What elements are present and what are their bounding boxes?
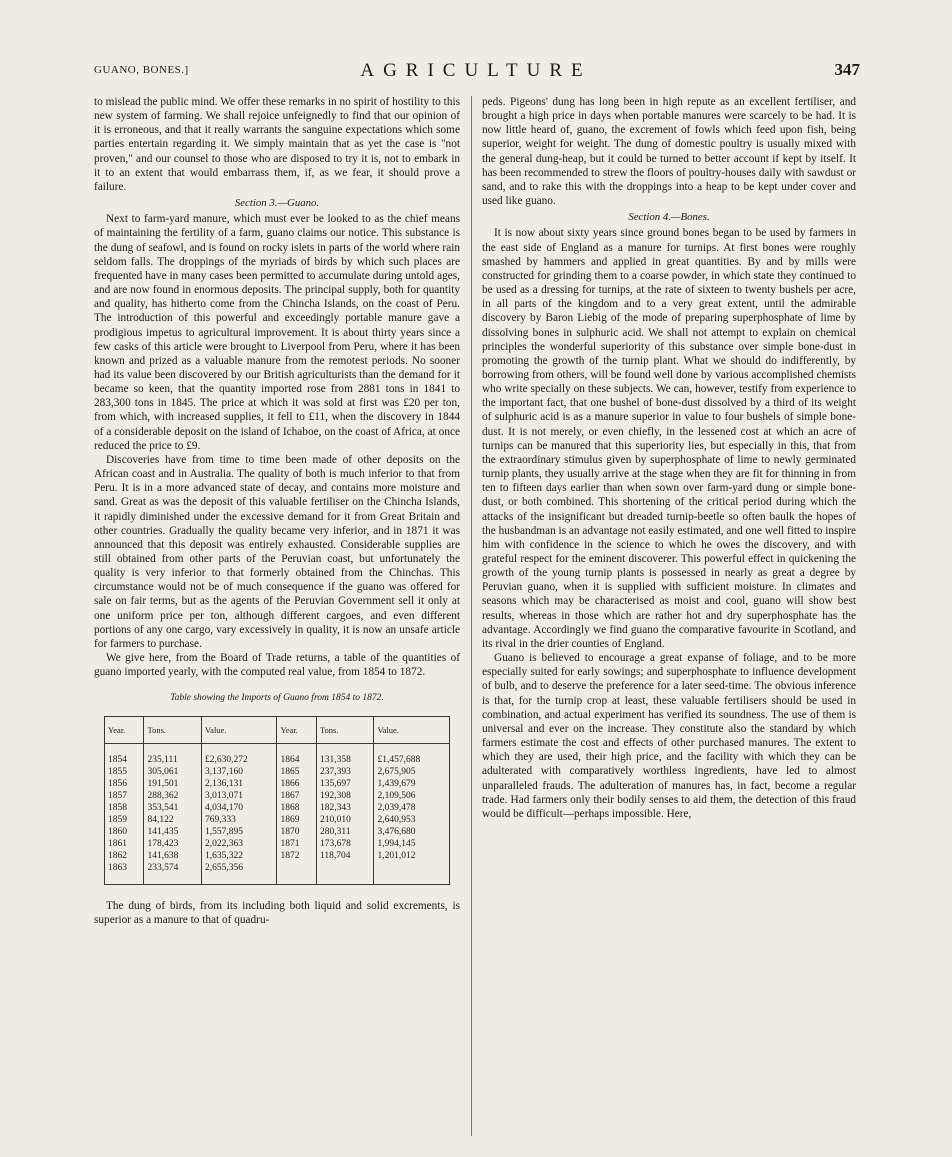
table-row: [105, 826, 450, 838]
table-body: [105, 743, 450, 884]
table-cell: 280,311: [316, 826, 374, 838]
table-row: [105, 838, 450, 850]
table-cell: [277, 862, 316, 885]
table-cell: 1855: [105, 766, 144, 778]
table-cell: 3,476,680: [374, 826, 450, 838]
table-cell: 1861: [105, 838, 144, 850]
table-cell: [374, 862, 450, 885]
table-cell: 1,635,322: [201, 850, 277, 862]
table-cell: 769,333: [201, 814, 277, 826]
left-column: [94, 95, 460, 927]
table-header-row: [105, 716, 450, 743]
table-cell: 1869: [277, 814, 316, 826]
table-cell: 141,638: [144, 850, 202, 862]
table-cell: 1,557,895: [201, 826, 277, 838]
table-cell: 1854: [105, 743, 144, 766]
table-cell: 2,109,506: [374, 790, 450, 802]
column-header: Value.: [201, 716, 277, 743]
table-cell: 135,697: [316, 778, 374, 790]
paragraph: Next to farm-yard manure, which must ever be looked to as the chief means of maintaining the fertility of a farm, guano claims our notice. This substance is the dung of seafowl, and is found on rocky islets in parts of the world where rain seldom falls. The droppings of the myriads of birds by which such places are frequented have in many cases been permitted to accumulate during untold ages, and are now found in enormous deposits. The principal supply, both for quantity and quality, has hitherto come from the Chincha Islands, on the coast of Peru. The introduction of this powerful and exceedingly portable manure gave a prodigious impetus to agricultural improvement. It is about thirty years since a few casks of this article were brought to Liverpool from Peru, where it has been known and prized as a valuable manure from the remotest periods. No sooner had its value been discovered by our British agriculturists than the demand for it became so keen, that the quantity imported rose from 2881 tons in 1841 to 283,300 tons in 1845. The price at which it was sold at first was £20 per ton, from which, with increased supplies, it fell to £11, when the discovery in 1844 of a considerable deposit on the island of Ichaboe, on the coast of Africa, at once reduced the price to £9.: [94, 213, 460, 452]
column-header: Value.: [374, 716, 450, 743]
table-row: [105, 850, 450, 862]
column-header: Tons.: [316, 716, 374, 743]
table-cell: 1865: [277, 766, 316, 778]
running-header: [0, 60, 952, 84]
paragraph: peds. Pigeons' dung has long been in high repute as an excellent fertiliser, and brought a high price in days when portable manures were scarcely to be had. It is now little heard of, guano, the excrement of fowls which feed upon fish, being superior, weight for weight. The dung of domestic poultry is usually mixed with the general dung-heap, but it could be turned to better account if kept by itself. It has been recommended to strew the floors of poultry-houses daily with sawdust or sand, and to rake this with the droppings into a heap to be kept under cover and used like guano.: [482, 96, 856, 208]
table-cell: 288,362: [144, 790, 202, 802]
right-column: [482, 95, 856, 821]
table-cell: 141,435: [144, 826, 202, 838]
table-cell: [316, 862, 374, 885]
table-row: [105, 862, 450, 885]
table-cell: 2,640,953: [374, 814, 450, 826]
table-cell: 2,655,356: [201, 862, 277, 885]
table-cell: 233,574: [144, 862, 202, 885]
column-header: Year.: [105, 716, 144, 743]
table-cell: 1872: [277, 850, 316, 862]
table-cell: 3,137,160: [201, 766, 277, 778]
table-cell: 4,034,170: [201, 802, 277, 814]
table-cell: 191,501: [144, 778, 202, 790]
column-header: Year.: [277, 716, 316, 743]
table-cell: 2,039,478: [374, 802, 450, 814]
column-divider: [471, 96, 472, 1136]
table-cell: 2,022,363: [201, 838, 277, 850]
paragraph: We give here, from the Board of Trade returns, a table of the quantities of guano imported yearly, with the computed real value, from 1854 to 1872.: [94, 652, 460, 679]
table-row: [105, 743, 450, 766]
paragraph: The dung of birds, from its including both liquid and solid excrements, is superior as a manure to that of quadru-: [94, 899, 460, 926]
table-row: [105, 778, 450, 790]
table-cell: 1864: [277, 743, 316, 766]
guano-imports-table: [104, 716, 450, 885]
table-cell: 1,994,145: [374, 838, 450, 850]
table-cell: 1856: [105, 778, 144, 790]
table-cell: 353,541: [144, 802, 202, 814]
table-row: [105, 790, 450, 802]
table-cell: 118,704: [316, 850, 374, 862]
table-cell: 1871: [277, 838, 316, 850]
table-row: [105, 766, 450, 778]
table-cell: 1868: [277, 802, 316, 814]
section-heading-bones: Section 4.—Bones.: [628, 211, 710, 224]
table-cell: 1866: [277, 778, 316, 790]
table-cell: 1859: [105, 814, 144, 826]
table-cell: 1862: [105, 850, 144, 862]
table-cell: 3,013,071: [201, 790, 277, 802]
table-cell: 178,423: [144, 838, 202, 850]
table-cell: 182,343: [316, 802, 374, 814]
table-cell: 237,393: [316, 766, 374, 778]
paragraph: to mislead the public mind. We offer these remarks in no spirit of hostility to this new system of farming. We shall rejoice unfeignedly to find that our opinion of it is erroneous, and that it really warrants the sanguine expectations which some parties entertain regarding it. We simply maintain that as yet the case is "not proven," and our counsel to those who are disposed to try it is, not to embark in it to an extent that would embarrass them, if, as we fear, it should prove a failure.: [94, 96, 460, 193]
page-number: 347: [834, 60, 860, 79]
column-header: Tons.: [144, 716, 202, 743]
table-cell: 2,675,905: [374, 766, 450, 778]
table-cell: 1,439,679: [374, 778, 450, 790]
table-cell: 210,010: [316, 814, 374, 826]
running-head-left: GUANO, BONES.]: [94, 64, 189, 76]
table-cell: 173,678: [316, 838, 374, 850]
table-cell: 1857: [105, 790, 144, 802]
table-cell: 131,358: [316, 743, 374, 766]
table-cell: 1867: [277, 790, 316, 802]
table-cell: 1863: [105, 862, 144, 885]
table-cell: £2,630,272: [201, 743, 277, 766]
section-heading-guano: Section 3.—Guano.: [234, 197, 320, 210]
table-cell: 192,308: [316, 790, 374, 802]
table-row: [105, 802, 450, 814]
paragraph: Guano is believed to encourage a great expanse of foliage, and to be more especially suited for early sowings; and superphosphate to influence development of bulb, and to deserve the preference for a later seed-time. The obvious inference is that, for the turnip crop at least, these valuable fertilisers should be used in combination, and actual experiment has verified its soundness. The use of them is universal and ever on the increase. They constitute also the standard by which farmers estimate the cost and effects of other purchased manures. The extent to which they are used, their high price, and the facility with which they can be adulterated with comparatively worthless ingredients, have led to almost unparalleled frauds. The adulteration of manures has, in fact, become a regular trade. Had farmers only their bodily senses to aid them, the detection of this fraud would be difficult—perhaps impossible. Here,: [482, 652, 856, 820]
table-cell: 1,201,012: [374, 850, 450, 862]
table-cell: 1858: [105, 802, 144, 814]
table-cell: £1,457,688: [374, 743, 450, 766]
table-cell: 1860: [105, 826, 144, 838]
table-caption: Table showing the Imports of Guano from 1854 to 1872.: [170, 693, 384, 704]
table-cell: 84,122: [144, 814, 202, 826]
table-row: [105, 814, 450, 826]
paragraph: It is now about sixty years since ground bones began to be used by farmers in the east side of England as a manure for turnips. At first bones were roughly smashed by hammers and applied in great quantities. By and by mills were constructed for grinding them to a coarse powder, in which state they continued to be used as a dressing for turnips, at the rate of sixteen to twenty bushels per acre, in all parts of the kingdom and to a very great extent, until the admirable discovery by Baron Liebig of the mode of preparing superphosphate of lime by dissolving bones in sulphuric acid. We shall not attempt to explain on chemical principles the wonderful superiority of this substance over simple bone-dust in promoting the growth of the turnip plant. What we should do indifferently, by borrowing from others, will be found well done by various accomplished chemists who write specially on these subjects. We can, however, testify from experience to the important fact, that one bushel of bone-dust dissolved by a third of its weight of sulphuric acid is as a manure superior in value to four bushels of simple bone-dust. It is not merely, or even chiefly, in the lessened cost at which an acre of turnips can be manured that this superiority lies, but especially in this, that from the extraordinary stimulus given by superphosphate of lime to newly germinated turnip plants, they usually arrive at the stage when they are fit for thinning in from ten to fifteen days earlier than when sown over farm-yard dung or simple bone-dust, or both combined. This shortening of the critical period during which the attacks of the insignificant but dreaded turnip-beetle so often baulk the hopes of the husbandman is an advantage not easily estimated, and one well fitted to inspire him with confidence in the science to which he owes the discovery, and with grateful respect for the eminent discoverer. This powerful effect in quickening the growth of the young turnip plants is possessed in nearly as great a degree by Peruvian guano, when it is supplied with sufficient moisture. In climates and seasons which may be characterised as moist and cool, guano will show best results, whereas in those which are rather hot and dry superphosphate has the advantage. Accordingly we find guano the comparative favourite in Scotland, and its rival in the drier counties of England.: [482, 227, 856, 650]
paragraph: Discoveries have from time to time been made of other deposits on the African coast and in Australia. The quality of both is much inferior to that from Peru. It is in a more advanced state of decay, and contains more moisture and sand. Great as was the deposit of this valuable fertiliser on the Chincha Islands, it rapidly diminished under the excessive demand for it from Great Britain and other countries. Gradually the quality became very inferior, and in 1871 it was announced that this deposit was entirely exhausted. Considerable supplies are still obtained from other parts of the Peruvian coast, but unfortunately the quality is very inferior to that formerly obtained from the Chinchas. This circumstance would not be of much consequence if the guano was offered for sale on fair terms, but as the agents of the Peruvian Government sell it only at one uniform price per ton, although different cargoes, and even different portions of any one cargo, vary excessively in quality, it is now an unsafe article for farmers to purchase.: [94, 453, 460, 650]
table-cell: 2,136,131: [201, 778, 277, 790]
running-title: AGRICULTURE: [360, 60, 592, 81]
table-cell: 305,061: [144, 766, 202, 778]
table-cell: 1870: [277, 826, 316, 838]
table-cell: 235,111: [144, 743, 202, 766]
